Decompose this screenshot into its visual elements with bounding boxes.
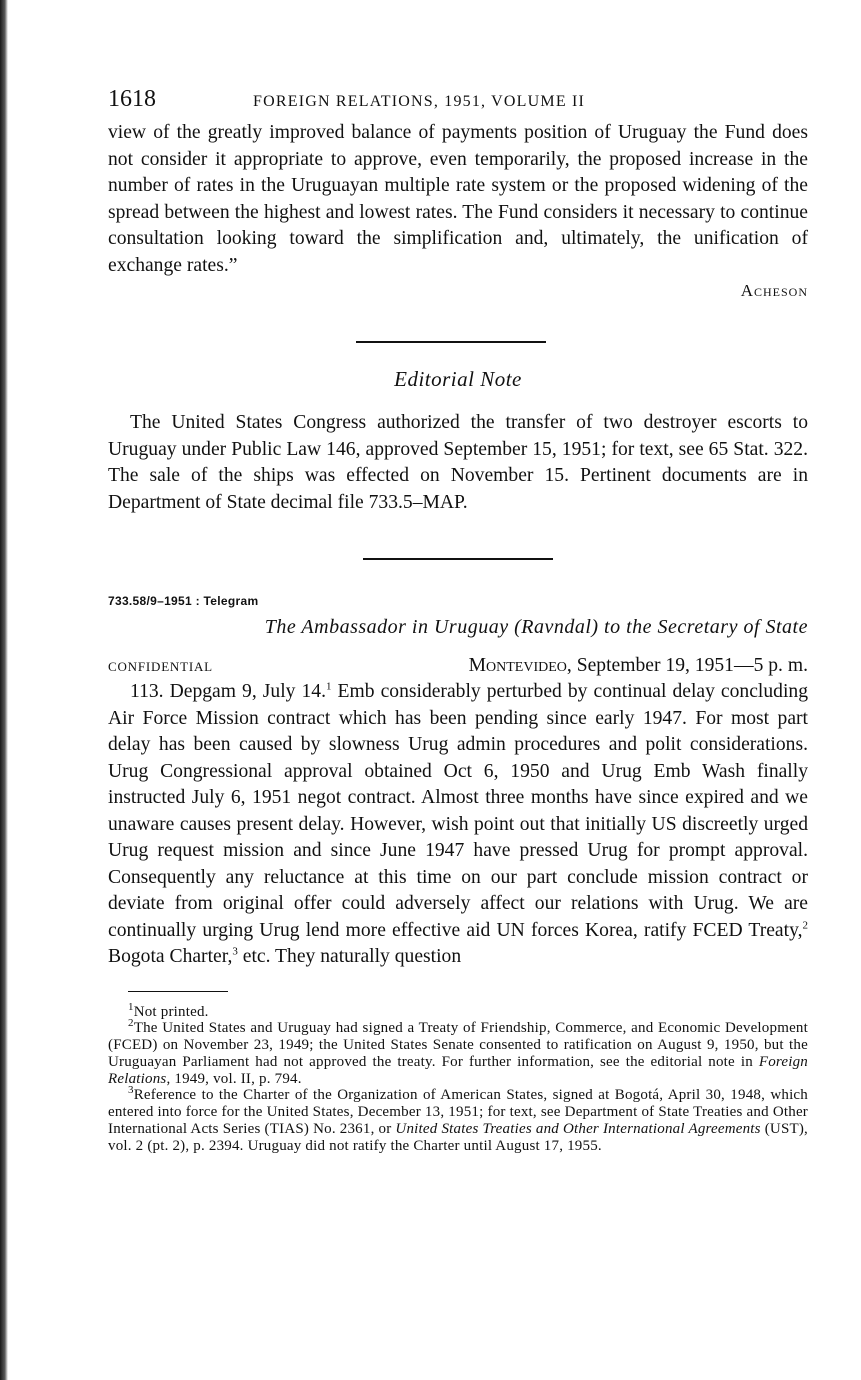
telegram-body <box>108 679 808 971</box>
footnote-ref-2[interactable]: 2 <box>802 918 808 931</box>
footnotes <box>108 1000 808 1155</box>
document-title: The Ambassador in Uruguay (Ravndal) to the Secretary of State <box>264 616 808 638</box>
footnote-marker: 3 <box>128 1084 134 1097</box>
footnote-ref-3[interactable]: 3 <box>232 945 238 958</box>
running-title: FOREIGN RELATIONS, 1951, VOLUME II <box>253 93 586 110</box>
footnote-marker: 2 <box>128 1017 134 1030</box>
document-file-id: 733.58/9–1951 : Telegram <box>108 594 259 608</box>
footnote-text: Not printed. <box>133 1003 209 1020</box>
continued-paragraph: view of the greatly improved balance of payments position of Uruguay the Fund does not consider it appropriate to approve, even temporarily, the proposed increase in the number of rates in the Uruguayan multiple rate system or the proposed widening of the spread between the highest and lowest rates. The Fund considers it necessary to continue consultation looking toward the simplification and, ultimately, the unification of exchange rates.” <box>108 122 808 276</box>
body-text: 113. Depgam 9, July 14. <box>130 681 326 702</box>
footnote-text: , 1949, vol. II, p. 794. <box>166 1070 302 1087</box>
footnote-divider <box>128 991 228 992</box>
editorial-note-text: The United States Congress authorized the transfer of two destroyer escorts to Uruguay under Public Law 146, approved September 15, 1951; for text, see 65 Stat. 322. The sale of the ships was effected on November 15. Pertinent documents are in Department of State decimal file 733.5–MAP. <box>108 412 808 513</box>
page-number: 1618 <box>108 86 156 112</box>
footnote-2 <box>108 1017 808 1087</box>
footnote-marker: 1 <box>128 1000 134 1013</box>
page-header <box>108 86 808 120</box>
place-name: Montevideo <box>468 655 567 676</box>
footnote-text: (UST), vol. 2 (pt. 2), p. 2394. Uruguay did not ratify the Charter until August 17, 1955. <box>108 1121 808 1154</box>
signature: Acheson <box>740 281 808 300</box>
section-divider <box>356 341 546 343</box>
section-divider <box>363 558 553 560</box>
footnote-text: The United States and Uruguay had signed a Treaty of Friendship, Commerce, and Economic Development (FCED) on November 23, 1949; the United States Senate consented to ratification on August 9, 1950, but the Uruguayan Parliament had not approved the treaty. For further information, see the editorial note in <box>108 1020 808 1070</box>
footnote-1 <box>108 1000 808 1021</box>
dateline <box>108 655 808 677</box>
body-text: Bogota Charter, <box>108 946 233 967</box>
footnote-italic-title: Foreign Relations <box>108 1053 808 1087</box>
classification-label: CONFIDENTIAL <box>108 659 213 674</box>
body-text: etc. They naturally question <box>237 946 462 967</box>
date-time: , September 19, 1951—5 p. m. <box>566 655 808 676</box>
editorial-note-title: Editorial Note <box>394 367 522 391</box>
footnote-italic-title: United States Treaties and Other International Agreements <box>395 1121 761 1138</box>
place-date <box>469 655 808 677</box>
footnote-text: Reference to the Charter of the Organization of American States, signed at Bogotá, April 30, 1948, which entered into force for the United States, December 13, 1951; for text, see Department of State Treaties and Other International Acts Series (TIAS) No. 2361, or <box>108 1087 808 1138</box>
body-text: Emb considerably perturbed by continual delay concluding Air Force Mission contract which has been pending since early 1947. For most part delay has been caused by slowness Urug admin procedures and polit considerations. Urug Congressional approval obtained Oct 6, 1950 and Urug Emb Wash finally instructed July 6, 1951 negot contract. Almost three months have since expired and we unaware causes present delay. However, wish point out that initially US discreetly urged Urug request mission and since June 1947 have pressed Urug for prompt approval. Consequently any reluctance at this time on our part conclude mission contract or deviate from original offer could adversely affect our relations with Urug. We are continually urging Urug lend more effective aid UN forces Korea, ratify FCED Treaty, <box>108 681 808 941</box>
page-content <box>108 86 808 1155</box>
footnote-ref-1[interactable]: 1 <box>325 680 332 693</box>
footnote-3 <box>108 1084 808 1154</box>
scan-page-edge <box>0 0 8 1380</box>
